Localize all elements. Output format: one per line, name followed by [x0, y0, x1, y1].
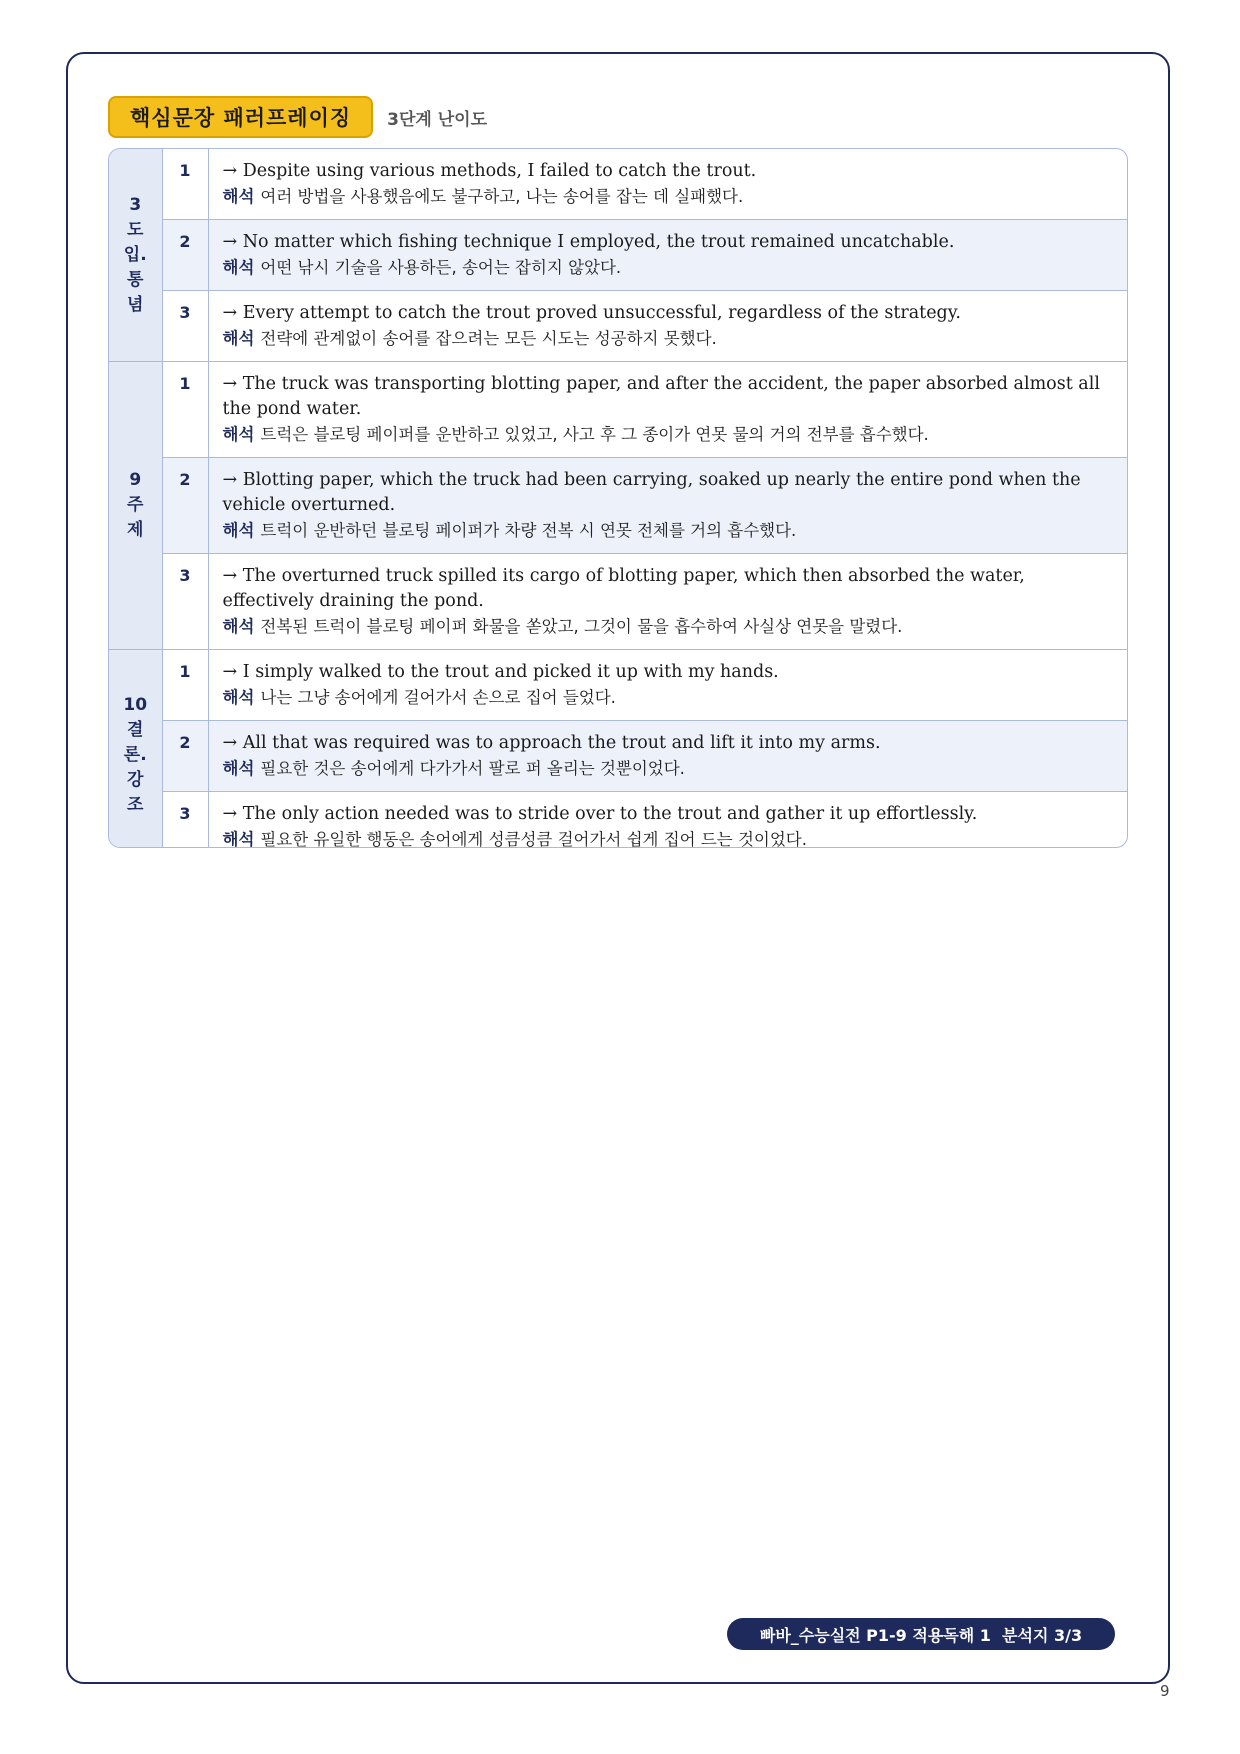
row-number: 3 [162, 792, 208, 849]
table-row [109, 291, 1127, 362]
row-content [208, 554, 1127, 650]
translation-label: 해석 [222, 425, 255, 444]
translation-label: 해석 [222, 830, 255, 848]
translation-text: 트럭은 블로팅 페이퍼를 운반하고 있었고, 사고 후 그 종이가 연못 물의 거의 전부를 흡수했다. [260, 425, 929, 444]
row-content [208, 458, 1127, 554]
translation-text: 전복된 트럭이 블로팅 페이퍼 화물을 쏟았고, 그것이 물을 흡수하여 사실상 연못을 말렸다. [260, 617, 903, 636]
row-content [208, 220, 1127, 291]
table-row [109, 362, 1127, 458]
section-number: 10 [123, 695, 148, 716]
translation-label: 해석 [222, 258, 255, 277]
english-sentence: → Blotting paper, which the truck had been carrying, soaked up nearly the entire pond when the vehicle overturned. [222, 470, 1081, 515]
section-name-char: 념 [127, 294, 144, 315]
translation-label: 해석 [222, 329, 255, 348]
korean-translation [223, 827, 1114, 848]
table-row [109, 721, 1127, 792]
row-number: 2 [162, 721, 208, 792]
row-content [208, 291, 1127, 362]
english-sentence: → Despite using various methods, I failed to catch the trout. [222, 161, 757, 181]
translation-text: 나는 그냥 송어에게 걸어가서 손으로 집어 들었다. [260, 688, 616, 707]
english-sentence: → The only action needed was to stride over to the trout and gather it up effortlessly. [222, 804, 978, 824]
translation-text: 필요한 유일한 행동은 송어에게 성큼성큼 걸어가서 쉽게 집어 드는 것이었다. [260, 830, 807, 848]
korean-translation [223, 255, 1114, 280]
table-row [109, 149, 1127, 220]
english-sentence: → All that was required was to approach the trout and lift it into my arms. [222, 733, 881, 753]
row-number: 2 [162, 458, 208, 554]
section-header [108, 96, 487, 138]
title-badge: 핵심문장 패러프레이징 [108, 96, 373, 138]
korean-translation [223, 326, 1114, 351]
difficulty-label: 3단계 난이도 [387, 109, 488, 130]
section-label [109, 149, 162, 362]
translation-text: 전략에 관계없이 송어를 잡으려는 모든 시도는 성공하지 못했다. [260, 329, 717, 348]
table-row [109, 220, 1127, 291]
section-name-char: 도 [127, 219, 144, 240]
translation-label: 해석 [222, 759, 255, 778]
section-number: 9 [129, 470, 142, 490]
translation-text: 여러 방법을 사용했음에도 불구하고, 나는 송어를 잡는 데 실패했다. [260, 187, 744, 206]
section-name-char: 주 [127, 495, 144, 515]
section-name-char: 입. [123, 244, 147, 265]
section-label [109, 362, 162, 650]
translation-label: 해석 [222, 617, 255, 636]
table-row [109, 458, 1127, 554]
korean-translation [223, 614, 1114, 639]
english-sentence: → Every attempt to catch the trout proved unsuccessful, regardless of the strategy. [222, 303, 961, 323]
section-name-char: 강 [127, 770, 144, 791]
row-content [208, 792, 1127, 849]
row-number: 1 [162, 149, 208, 220]
korean-translation [223, 422, 1114, 447]
translation-text: 어떤 낚시 기술을 사용하든, 송어는 잡히지 않았다. [260, 258, 622, 277]
row-number: 2 [162, 220, 208, 291]
translation-label: 해석 [222, 688, 255, 707]
section-name-char: 조 [127, 795, 144, 816]
english-sentence: → The truck was transporting blotting paper, and after the accident, the paper absorbed almost all the pond water. [222, 374, 1100, 419]
row-content [208, 149, 1127, 220]
section-name-char: 통 [127, 269, 144, 290]
korean-translation [223, 756, 1114, 781]
row-number: 3 [162, 291, 208, 362]
korean-translation [223, 685, 1114, 710]
row-number: 3 [162, 554, 208, 650]
translation-label: 해석 [222, 187, 255, 206]
row-content [208, 650, 1127, 721]
table-row [109, 792, 1127, 849]
section-name-char: 제 [127, 520, 144, 540]
row-content [208, 362, 1127, 458]
paraphrase-table [108, 148, 1128, 848]
section-label [109, 650, 162, 849]
english-sentence: → No matter which fishing technique I employed, the trout remained uncatchable. [222, 232, 955, 252]
english-sentence: → I simply walked to the trout and picked it up with my hands. [222, 662, 779, 682]
translation-text: 트럭이 운반하던 블로팅 페이퍼가 차량 전복 시 연못 전체를 거의 흡수했다. [260, 521, 797, 540]
row-number: 1 [162, 362, 208, 458]
korean-translation [223, 184, 1114, 209]
translation-text: 필요한 것은 송어에게 다가가서 팔로 퍼 올리는 것뿐이었다. [260, 759, 685, 778]
section-number: 3 [129, 194, 142, 215]
translation-label: 해석 [222, 521, 255, 540]
row-number: 1 [162, 650, 208, 721]
korean-translation [223, 518, 1114, 543]
table-row [109, 554, 1127, 650]
english-sentence: → The overturned truck spilled its cargo of blotting paper, which then absorbed the water, effectively draining the pond. [222, 566, 1025, 611]
page-number: 9 [1160, 1682, 1170, 1700]
section-name-char: 결 [127, 720, 144, 741]
row-content [208, 721, 1127, 792]
footer-badge: 빠바_수능실전 P1-9 적용독해 1 분석지 3/3 [727, 1618, 1115, 1650]
section-name-char: 론. [123, 745, 147, 766]
table-row [109, 650, 1127, 721]
